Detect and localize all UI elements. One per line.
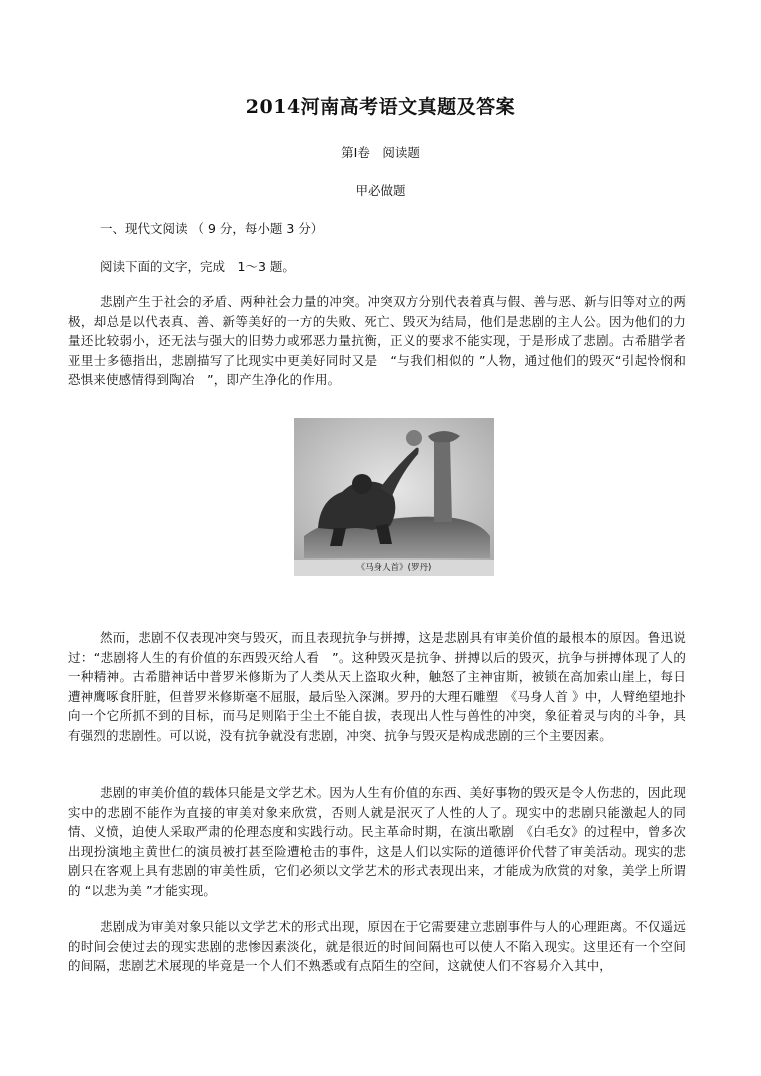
paragraph-2: 然而，悲剧不仅表现冲突与毁灭，而且表现抗争与拼搏，这是悲剧具有审美价值的最根本的原因。鲁迅说过：“悲剧将人生的有价值的东西毁灭给人看 ”。这种毁灭是抗争、拼搏以后的毁灭，抗争与拼搏体现了人的一种精神。古希腊神话中普罗米修斯为了人类从天上盗取火种，触怒了主神宙斯，被锁在高加索山崖上，每日遭神鹰啄食肝脏，但普罗米修斯毫不屈服，最后坠入深渊。罗丹的大理石雕塑 《马身人首 》中，人臂绝望地扑向一个它所抓不到的目标，而马足则陷于尘土不能自拔，表现出人性与兽性的冲突，象征着灵与肉的斗争，具有强烈的悲剧性。可以说，没有抗争就没有悲剧，冲突、抗争与毁灭是构成悲剧的三个主要因素。 [68, 630, 686, 743]
reading-instruction: 阅读下面的文字，完成 1～3 题。 [100, 259, 295, 274]
section-heading: 甲必做题 [355, 183, 406, 198]
question-intro: 一、现代文阅读 （ 9 分，每小题 3 分） [100, 221, 324, 236]
paragraph-4: 悲剧成为审美对象只能以文学艺术的形式出现，原因在于它需要建立悲剧事件与人的心理距离。不仅遥远的时间会使过去的现实悲剧的悲惨因素淡化，就是很近的时间间隔也可以使人不陷入现实。这里还有一个空间的间隔，悲剧艺术展现的毕竟是一个人们不熟悉或有点陌生的空间，这就使人们不容易介入其中， [68, 919, 686, 974]
figure-caption: 《马身人首》(罗丹) [356, 563, 432, 573]
volume-heading: 第Ⅰ卷 阅读题 [341, 145, 420, 160]
paragraph-3: 悲剧的审美价值的载体只能是文学艺术。因为人生有价值的东西、美好事物的毁灭是令人伤悲的，因此现实中的悲剧不能作为直接的审美对象来欣赏，否则人就是泯灭了人性的人了。现实中的悲剧只能激起人的同情、义愤，迫使人采取严肃的伦理态度和实践行动。民主革命时期，在演出歌剧 《白毛女》的过程中，曾多次出现扮演地主黄世仁的演员被打甚至险遭枪击的事件，这是人们以实际的道德评价代替了审美活动。现实的悲剧只在客观上具有悲剧的审美性质，它们必须以文学艺术的形式表现出来，才能成为欣赏的对象，美学上所谓的 “以悲为美 ”才能实现。 [68, 785, 686, 898]
paragraph-1: 悲剧产生于社会的矛盾、两种社会力量的冲突。冲突双方分别代表着真与假、善与恶、新与旧等对立的两极，却总是以代表真、善、新等美好的一方的失败、死亡、毁灭为结局，他们是悲剧的主人公。因为他们的力量还比较弱小，还无法与强大的旧势力或邪恶力量抗衡，正义的要求不能实现，于是形成了悲剧。古希腊学者亚里士多德指出，悲剧描写了比现实中更美好同时又是 “与我们相似的 ”人物，通过他们的毁灭“引起怜悯和恐惧来使感情得到陶冶 ”，即产生净化的作用。 [68, 294, 686, 388]
sculpture-photo [294, 418, 494, 576]
sculpture-illustration [294, 418, 494, 576]
document-title: 2014河南高考语文真题及答案 [245, 96, 516, 118]
